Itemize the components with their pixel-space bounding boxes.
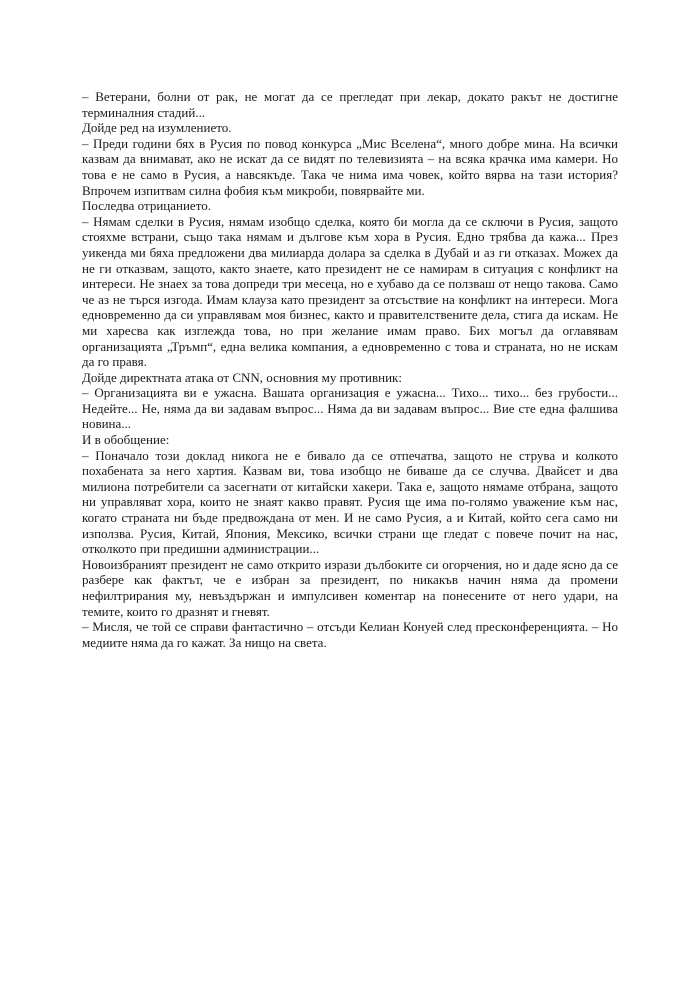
paragraph-denial: Последва отрицанието.	[82, 198, 211, 214]
paragraph-report: – Поначало този доклад никога не е бивало да се отпечатва, защото не струва и колкото похабената за него хартия. Казвам ви, това изобщо не биваше да се случва. Двайсет и два милиона потребители са засегнати от китайски хакери. Така е, защото нямаме отбрана, защото ни управляват хора, които не знаят какво правят. Русия ще има по-голямо уважение към нас, когато страната ни бъде предвождана от мен. И не само Русия, а и Китай, който сега само ни използва. Русия, Китай, Япония, Мексико, всички страни ще гледат с повече почит на нас, отколкото при предишни администрации...	[82, 447, 618, 557]
document-body	[82, 89, 618, 650]
paragraph-veterans: – Ветерани, болни от рак, не могат да се прегледат при лекар, докато ракът не достигне терминалния стадий...	[82, 89, 618, 120]
paragraph-conway: – Мисля, че той се справи фантастично – отсъди Келиан Конуей след пресконференцията. – Но медиите няма да го кажат. За нищо на света.	[82, 619, 618, 650]
paragraph-president-elect: Новоизбраният президент не само открито изрази дълбоките си огорчения, но и даде ясно да се разбере как фактът, че е избран за президент, по никакъв начин няма да промени нефилтрирания му, невъздържан и импулсивен коментар на понесените от него удари, на темите, които го дразнят и гневят.	[82, 556, 618, 619]
paragraph-summary-intro: И в обобщение:	[82, 432, 170, 448]
paragraph-fake-news: – Организацията ви е ужасна. Вашата организация е ужасна... Тихо... тихо... без грубости... Недейте... Не, няма да ви задавам въпрос... Няма да ви задавам въпрос... Вие сте една фалшива новина...	[82, 385, 618, 432]
paragraph-no-deals: – Нямам сделки в Русия, нямам изобщо сделка, която би могла да се сключи в Русия, защото стояхме встрани, също така нямам и дългове към хора в Русия. Едно трябва да кажа... През уикенда ми бяха предложени два милиарда долара за сделка в Дубай и аз ги отказах. Можех да не ги отказвам, защото, както знаете, като президент не се намирам в ситуация с конфликт на интереси. Не знаех за това допреди три месеца, но е хубаво да се ползваш от нещо такова. Само че аз не търся изгода. Имам клауза като президент за отсъствие на конфликт на интереси. Мога едновременно да си управлявам моя бизнес, както и правителствените дела, стига да искам. Не ми харесва как изглежда това, но при желание имам право. Бих могъл да оглавявам организацията „Тръмп“, една велика компания, а едновременно с това и страната, но не искам да го правя.	[82, 213, 618, 370]
paragraph-miss-universe: – Преди години бях в Русия по повод конкурса „Мис Вселена“, много добре мина. На всички казвам да внимават, ако не искат да се видят по телевизията – на всяка крачка има камери. Но това е не само в Русия, а навсякъде. Така че нима има човек, който вярва на тази история? Впрочем изпитвам силна фобия към микроби, повярвайте ми.	[82, 135, 618, 198]
paragraph-amazement: Дойде ред на изумлението.	[82, 120, 232, 136]
paragraph-cnn-attack: Дойде директната атака от CNN, основния му противник:	[82, 369, 402, 385]
